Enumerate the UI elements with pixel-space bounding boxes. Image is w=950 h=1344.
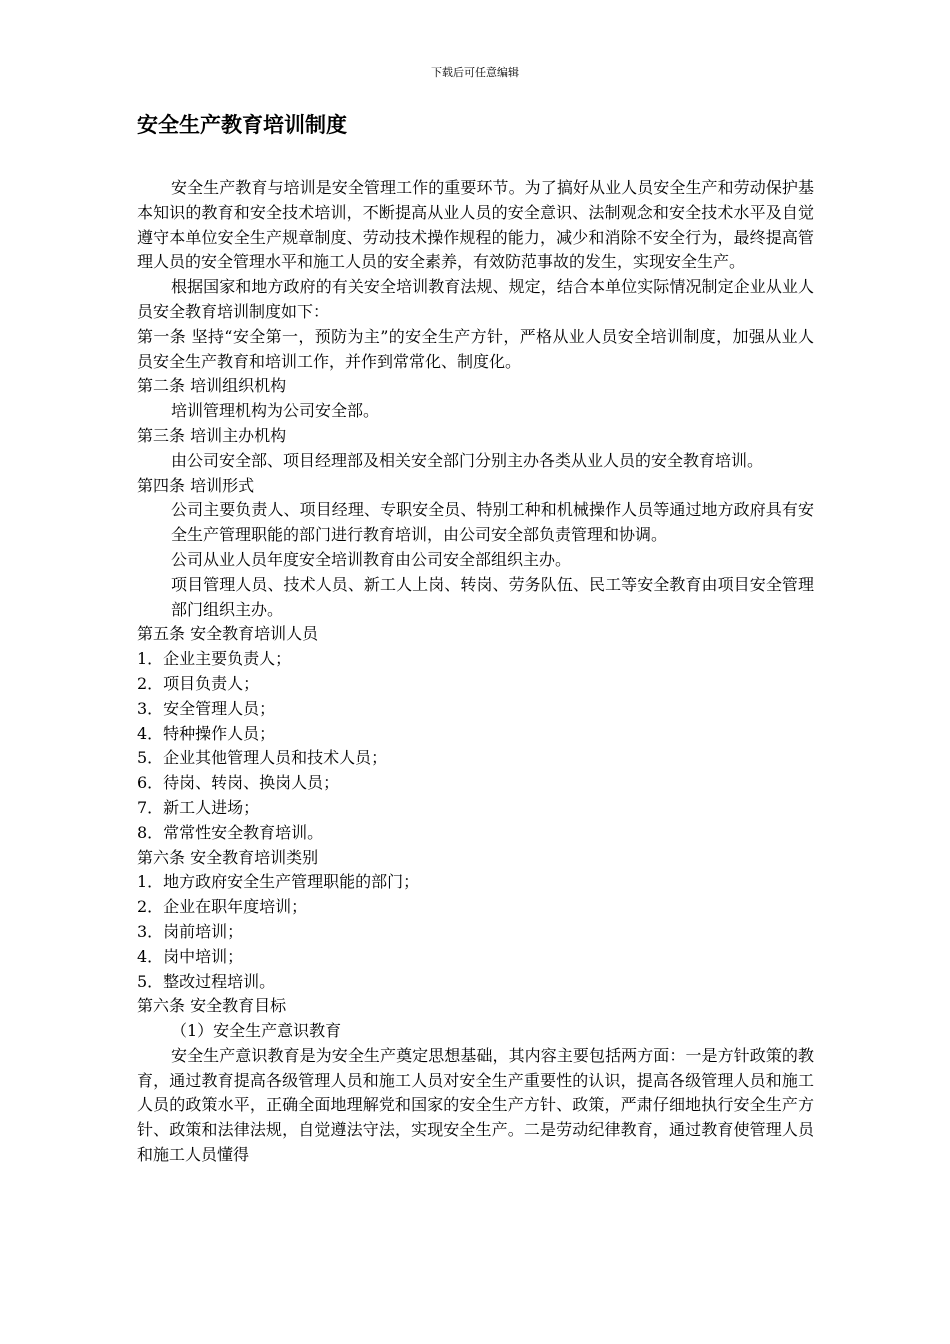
list-item: 4．特种操作人员； [137, 723, 276, 743]
page-header: 下载后可任意编辑 [431, 66, 519, 79]
intro-paragraph-1: 安全生产教育与培训是安全管理工作的重要环节。为了搞好从业人员安全生产和劳动保护基本知识的教育和安全技术培训，不断提高从业人员的安全意识、法制观念和安全技术水平及自觉遵守本单位安全生产规章制度、劳动技术操作规程的能力，减少和消除不安全行为，最终提高管理人员的安全管理水平和施工人员的安全素养，有效防范事故的发生，实现安全生产。 [137, 178, 814, 272]
list-item: 2．企业在职年度培训； [137, 897, 308, 917]
article-4-paragraph: 项目管理人员、技术人员、新工人上岗、转岗、劳务队伍、民工等安全教育由项目安全管理部门组织主办。 [171, 574, 814, 619]
list-item: 2．项目负责人； [137, 673, 260, 693]
article-6-goals-heading: 第六条 安全教育目标 [137, 996, 287, 1016]
list-item: 3．安全管理人员； [137, 698, 276, 718]
list-item: 1．企业主要负责人； [137, 649, 292, 669]
list-item: 4．岗中培训； [137, 946, 244, 966]
article-2-text: 培训管理机构为公司安全部。 [171, 401, 380, 421]
list-item: 1．地方政府安全生产管理职能的部门； [137, 872, 420, 892]
list-item: 6．待岗、转岗、换岗人员； [137, 773, 340, 793]
list-item: 7．新工人进场； [137, 797, 260, 817]
article-6-categories-heading: 第六条 安全教育培训类别 [137, 847, 319, 867]
article-6-paragraph: 安全生产意识教育是为安全生产奠定思想基础，其内容主要包括两方面：一是方针政策的教育，通过教育提高各级管理人员和施工人员对安全生产重要性的认识，提高各级管理人员和施工人员的政策水平，正确全面地理解党和国家的安全生产方针、政策，严肃仔细地执行安全生产方针、政策和法律法规，自觉遵法守法，实现安全生产。二是劳动纪律教育，通过教育使管理人员和施工人员懂得 [137, 1045, 814, 1165]
list-item: 5．整改过程培训。 [137, 971, 276, 991]
document-title: 安全生产教育培训制度 [137, 112, 347, 137]
article-5-heading: 第五条 安全教育培训人员 [137, 624, 319, 644]
article-1: 第一条 坚持“安全第一，预防为主”的安全生产方针，严格从业人员安全培训制度，加强从业人员安全生产教育和培训工作，并作到常常化、制度化。 [137, 326, 814, 371]
list-item: 5．企业其他管理人员和技术人员； [137, 748, 388, 768]
list-item: 8．常常性安全教育培训。 [137, 822, 324, 842]
document-body [137, 176, 814, 1168]
article-4-heading: 第四条 培训形式 [137, 475, 255, 495]
article-3-heading: 第三条 培训主办机构 [137, 425, 287, 445]
article-4-paragraph: 公司从业人员年度安全培训教育由公司安全部组织主办。 [171, 549, 572, 569]
list-item: 3．岗前培训； [137, 921, 244, 941]
article-4-paragraph: 公司主要负责人、项目经理、专职安全员、特别工种和机械操作人员等通过地方政府具有安全生产管理职能的部门进行教育培训，由公司安全部负责管理和协调。 [171, 500, 814, 545]
intro-paragraph-2: 根据国家和地方政府的有关安全培训教育法规、规定，结合本单位实际情况制定企业从业人员安全教育培训制度如下： [137, 277, 814, 321]
article-3-text: 由公司安全部、项目经理部及相关安全部门分别主办各类从业人员的安全教育培训。 [171, 450, 764, 470]
article-2-heading: 第二条 培训组织机构 [137, 376, 287, 396]
article-6-subheading: （1）安全生产意识教育 [171, 1021, 342, 1041]
